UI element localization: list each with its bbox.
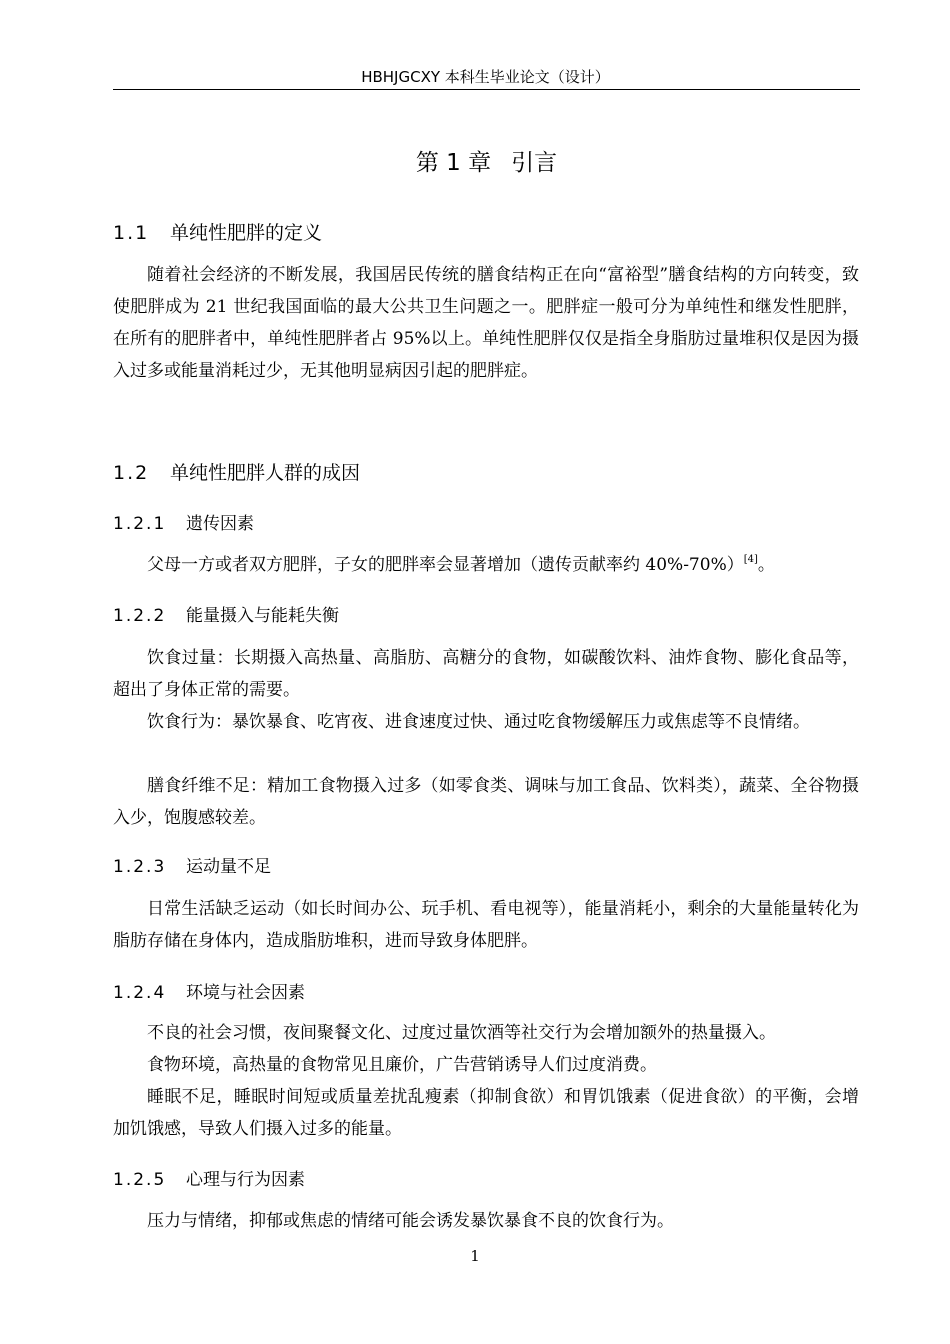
chapter-number: 第 1 章 — [415, 150, 492, 176]
subsection-heading-1-2-2 — [113, 604, 339, 628]
subsection-title: 运动量不足 — [186, 857, 271, 877]
paragraph-social-habits: 不良的社会习惯，夜间聚餐文化、过度过量饮酒等社交行为会增加额外的热量摄入。 — [147, 1023, 776, 1043]
chapter-name: 引言 — [511, 150, 558, 176]
page-number: 1 — [470, 1247, 480, 1265]
citation-reference[interactable]: [4] — [743, 554, 758, 565]
subsection-heading-1-2-3 — [113, 855, 271, 879]
subsection-title: 环境与社会因素 — [186, 983, 305, 1003]
subsection-number: 1.2.2 — [113, 606, 167, 626]
paragraph-genetic-factors — [113, 549, 859, 581]
paragraph-stress-emotion: 压力与情绪，抑郁或焦虑的情绪可能会诱发暴饮暴食不良的饮食行为。 — [147, 1211, 674, 1231]
subsection-heading-1-2-5 — [113, 1168, 305, 1192]
section-number: 1.1 — [113, 222, 150, 244]
section-title: 单纯性肥胖人群的成因 — [170, 462, 361, 484]
paragraph-overeating: 饮食过量：长期摄入高热量、高脂肪、高糖分的食物，如碳酸饮料、油炸食物、膨化食品等，超出了身体正常的需要。 — [113, 648, 859, 700]
subsection-number: 1.2.5 — [113, 1170, 167, 1190]
paragraph-sleep: 睡眠不足，睡眠时间短或质量差扰乱瘦素（抑制食欲）和胃饥饿素（促进食欲）的平衡，会增加饥饿感，导致人们摄入过多的能量。 — [113, 1087, 859, 1139]
header-divider — [113, 89, 860, 90]
section-title: 单纯性肥胖的定义 — [170, 222, 323, 244]
subsection-number: 1.2.1 — [113, 514, 167, 534]
subsection-number: 1.2.3 — [113, 857, 167, 877]
section-heading-1-1 — [113, 220, 322, 246]
section-heading-1-2 — [113, 460, 360, 486]
subsection-title: 能量摄入与能耗失衡 — [186, 606, 339, 626]
paragraph-eating-behavior: 饮食行为：暴饮暴食、吃宵夜、进食速度过快、通过吃食物缓解压力或焦虑等不良情绪。 — [147, 712, 810, 732]
subsection-title: 心理与行为因素 — [186, 1170, 305, 1190]
subsection-title: 遗传因素 — [186, 514, 254, 534]
subsection-number: 1.2.4 — [113, 983, 167, 1003]
paragraph-end: 。 — [757, 555, 775, 575]
paragraph-lack-of-exercise: 日常生活缺乏运动（如长时间办公、玩手机、看电视等），能量消耗小，剩余的大量能量转化为脂肪存储在身体内，造成脂肪堆积，进而导致身体肥胖。 — [113, 899, 859, 951]
paragraph-dietary-fiber: 膳食纤维不足：精加工食物摄入过多（如零食类、调味与加工食品、饮料类），蔬菜、全谷物摄入少，饱腹感较差。 — [113, 776, 859, 828]
paragraph-text: 父母一方或者双方肥胖，子女的肥胖率会显著增加（遗传贡献率约 40%-70%） — [147, 555, 744, 575]
chapter-title — [113, 148, 860, 178]
paragraph-food-environment: 食物环境，高热量的食物常见且廉价，广告营销诱导人们过度消费。 — [147, 1055, 657, 1075]
paragraph-obesity-definition: 随着社会经济的不断发展，我国居民传统的膳食结构正在向“富裕型”膳食结构的方向转变，致使肥胖成为 21 世纪我国面临的最大公共卫生问题之一。肥胖症一般可分为单纯性和继发性肥胖，在所有的肥胖者中，单纯性肥胖者占 95%以上。单纯性肥胖仅仅是指全身脂肪过量堆积仅是因为摄入过多或能量消耗过少，无其他明显病因引起的肥胖症。 — [113, 265, 859, 381]
section-number: 1.2 — [113, 462, 150, 484]
subsection-heading-1-2-4 — [113, 981, 305, 1005]
running-header: HBHJGCXY 本科生毕业论文（设计） — [361, 68, 610, 86]
subsection-heading-1-2-1 — [113, 512, 254, 536]
